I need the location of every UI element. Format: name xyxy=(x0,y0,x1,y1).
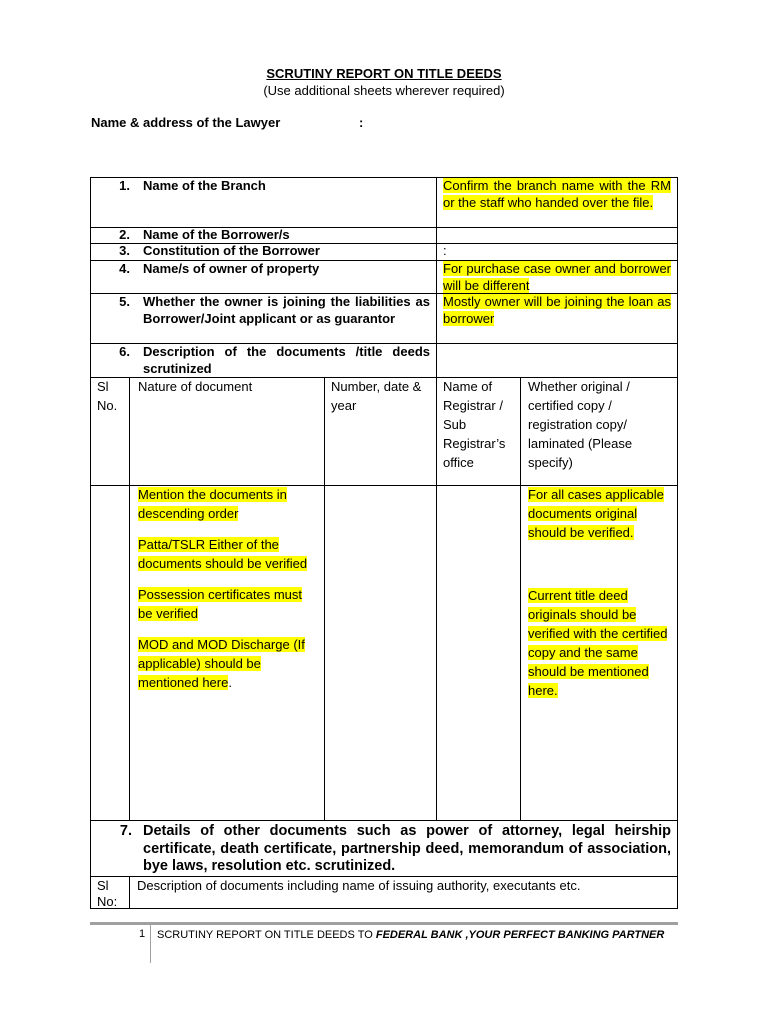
row-number: 2. xyxy=(119,227,130,242)
row-number: 5. xyxy=(119,294,130,309)
original-notes xyxy=(528,485,670,712)
lawyer-colon: : xyxy=(359,115,364,130)
row-number: 3. xyxy=(119,243,130,258)
section-7-text: Details of other documents such as power of attorney, legal heirship certificate, death certificate, partnership deed, memorandum of association, bye laws, resolution etc. scrutinized. xyxy=(143,823,671,874)
row-number: 1. xyxy=(119,178,130,193)
row-number: 4. xyxy=(119,261,130,276)
header-number: Number, date & year xyxy=(331,379,422,413)
row-note: Mostly owner will be joining the loan as borrower xyxy=(443,294,671,326)
list-item: Patta/TSLR Either of the documents should be verified xyxy=(138,537,308,571)
page-title: SCRUTINY REPORT ON TITLE DEEDS xyxy=(266,66,502,81)
header-registrar: Name of Registrar / Sub Registrar’s office xyxy=(443,379,506,470)
page-subtitle: (Use additional sheets wherever required) xyxy=(263,83,505,98)
footer-text: SCRUTINY REPORT ON TITLE DEEDS TO FEDERAL BANK ,YOUR PERFECT BANKING PARTNER xyxy=(157,929,665,941)
row-label: Whether the owner is joining the liabilities as Borrower/Joint applicant or as guarantor xyxy=(143,294,430,326)
list-item: For all cases applicable documents original should be verified. xyxy=(528,487,664,540)
row-note: Confirm the branch name with the RM or the staff who handed over the file. xyxy=(443,178,671,210)
lawyer-label: Name & address of the Lawyer xyxy=(91,115,281,130)
header-original: Whether original / certified copy / registration copy/ laminated (Please specify) xyxy=(528,379,633,470)
list-item: MOD and MOD Discharge (If applicable) should be mentioned here. xyxy=(138,637,305,690)
list-item: Current title deed originals should be verified with the certified copy and the same should be mentioned here. xyxy=(528,588,668,698)
row-number: 6. xyxy=(119,344,130,359)
row-label: Name of the Borrower/s xyxy=(143,227,290,242)
row-label: Constitution of the Borrower xyxy=(143,243,320,258)
page-number: 1 xyxy=(139,928,146,940)
nature-notes xyxy=(138,485,320,704)
row-label: Description of the documents /title deeds scrutinized xyxy=(143,344,430,376)
row-label: Name of the Branch xyxy=(143,178,266,193)
footer-rule xyxy=(90,922,678,925)
row-label: Name/s of owner of property xyxy=(143,261,320,276)
footer-divider xyxy=(150,925,151,963)
section-7-sl: Sl No: xyxy=(97,878,118,909)
header-sl: Sl No. xyxy=(97,379,118,413)
list-item: Mention the documents in descending order xyxy=(138,487,287,521)
section-7-description: Description of documents including name of issuing authority, executants etc. xyxy=(137,878,581,893)
header-nature: Nature of document xyxy=(138,379,253,394)
list-item: Possession certificates must be verified xyxy=(138,587,303,621)
row-value: : xyxy=(443,243,447,258)
row-number: 7. xyxy=(119,823,132,839)
row-note: For purchase case owner and borrower will be different xyxy=(443,261,671,293)
